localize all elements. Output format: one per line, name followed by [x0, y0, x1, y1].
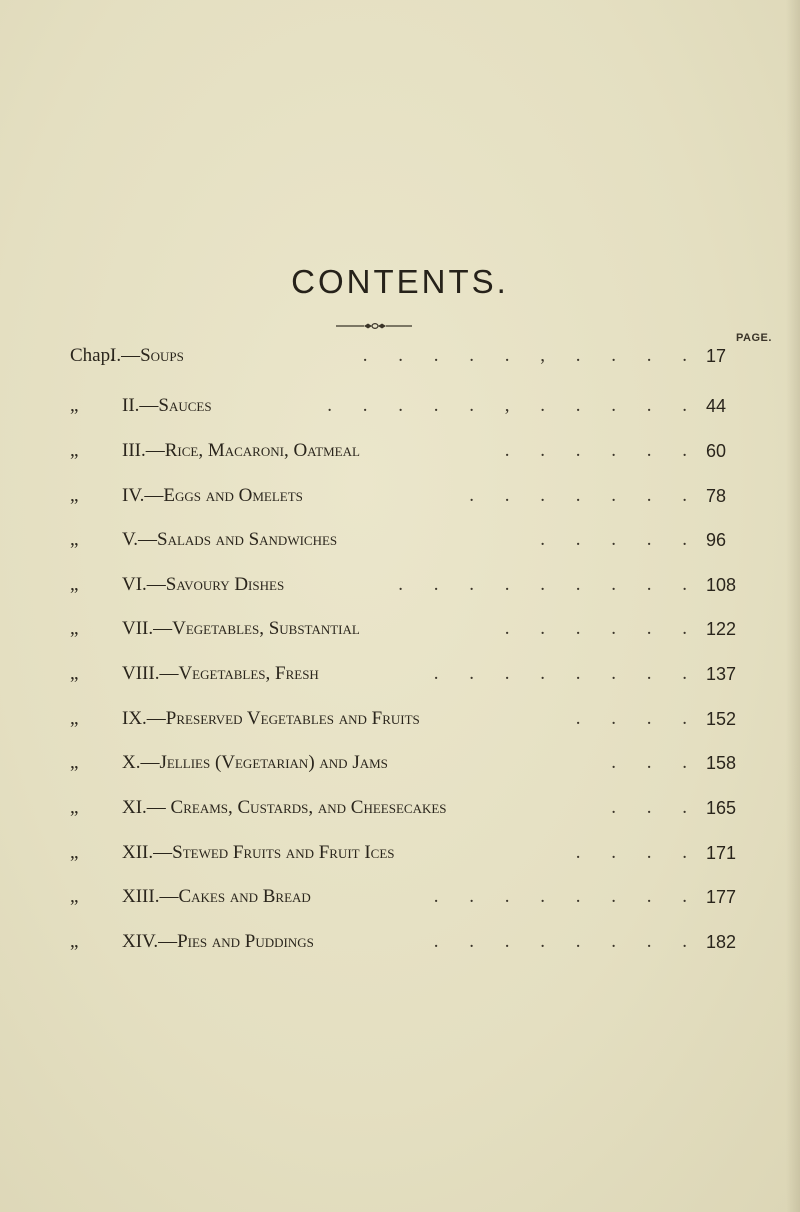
dot-leader: . . . . . . . .	[433, 663, 700, 684]
toc-row-8	[70, 659, 770, 689]
ditto-mark: „	[70, 752, 79, 773]
page-number: 60	[706, 441, 727, 461]
chapter-title: XI.— Creams, Custards, and Cheesecakes	[122, 797, 447, 818]
page-number: 158	[706, 753, 737, 773]
page-number: 171	[706, 843, 737, 863]
dot-leader: . . . . . .	[504, 618, 700, 639]
page-number: 108	[706, 575, 737, 595]
toc-row-4	[70, 481, 770, 511]
ditto-mark: „	[70, 931, 79, 952]
toc-row-1	[70, 341, 770, 371]
toc-row-14	[70, 927, 770, 957]
ditto-mark: „	[70, 395, 79, 416]
dot-leader: . . .	[611, 752, 700, 773]
toc-row-3	[70, 436, 770, 466]
ditto-mark: „	[70, 574, 79, 595]
toc-row-9	[70, 704, 770, 734]
ditto-mark: „	[70, 440, 79, 461]
page-column-label: PAGE.	[736, 332, 772, 344]
page-number: 182	[706, 932, 737, 952]
dot-leader: . . . . .	[540, 529, 700, 550]
chapter-title: IX.—Preserved Vegetables and Fruits	[122, 708, 420, 729]
page-number: 122	[706, 619, 737, 639]
dot-leader: . . . . . , . . . . .	[327, 395, 700, 416]
toc-row-7	[70, 614, 770, 644]
toc-row-10	[70, 748, 770, 778]
ornament-rule-icon	[336, 322, 412, 330]
chapter-title: X.—Jellies (Vegetarian) and Jams	[122, 752, 388, 773]
ditto-mark: „	[70, 708, 79, 729]
ditto-mark: „	[70, 618, 79, 639]
chapter-title: V.—Salads and Sandwiches	[122, 529, 338, 550]
chapter-title: VIII.—Vegetables, Fresh	[122, 663, 319, 684]
page-number: 96	[706, 530, 727, 550]
chapter-title: IV.—Eggs and Omelets	[122, 485, 303, 506]
dot-leader: . . . .	[575, 842, 700, 863]
chapter-title: XIV.—Pies and Puddings	[122, 931, 314, 952]
dot-leader: . . . . . . . .	[433, 931, 700, 952]
page-title: CONTENTS.	[291, 263, 509, 300]
page-edge-shadow	[786, 0, 800, 1212]
ditto-mark: „	[70, 663, 79, 684]
chapter-title: XIII.—Cakes and Bread	[122, 886, 311, 907]
dot-leader: . . . . . .	[504, 440, 700, 461]
toc-row-13	[70, 882, 770, 912]
chapter-title: VII.—Vegetables, Substantial	[122, 618, 360, 639]
ditto-mark: „	[70, 529, 79, 550]
chapter-prefix: Chap.	[70, 345, 115, 366]
ditto-mark: „	[70, 886, 79, 907]
ditto-mark: „	[70, 797, 79, 818]
toc-row-6	[70, 570, 770, 600]
dot-leader: . . . .	[575, 708, 700, 729]
dot-leader: . . . . . . . . .	[398, 574, 700, 595]
dot-leader: . . . . . . . .	[433, 886, 700, 907]
page-number: 152	[706, 709, 737, 729]
page-number: 17	[706, 346, 727, 366]
ditto-mark: „	[70, 842, 79, 863]
chapter-title: III.—Rice, Macaroni, Oatmeal	[122, 440, 360, 461]
chapter-title: II.—Sauces	[122, 395, 212, 416]
toc-row-12	[70, 838, 770, 868]
dot-leader: . . .	[611, 797, 700, 818]
page-number: 165	[706, 798, 737, 818]
chapter-title: XII.—Stewed Fruits and Fruit Ices	[122, 842, 395, 863]
toc-row-11	[70, 793, 770, 823]
chapter-title: VI.—Savoury Dishes	[122, 574, 285, 595]
chapter-title: I.—Soups	[110, 345, 184, 366]
page-number: 177	[706, 887, 737, 907]
page-number: 78	[706, 486, 727, 506]
dot-leader: . . . . . , . . . .	[362, 345, 700, 366]
page-number: 137	[706, 664, 737, 684]
ditto-mark: „	[70, 485, 79, 506]
page-number: 44	[706, 396, 727, 416]
toc-row-2	[70, 391, 770, 421]
toc-row-5	[70, 525, 770, 555]
dot-leader: . . . . . . .	[469, 485, 700, 506]
